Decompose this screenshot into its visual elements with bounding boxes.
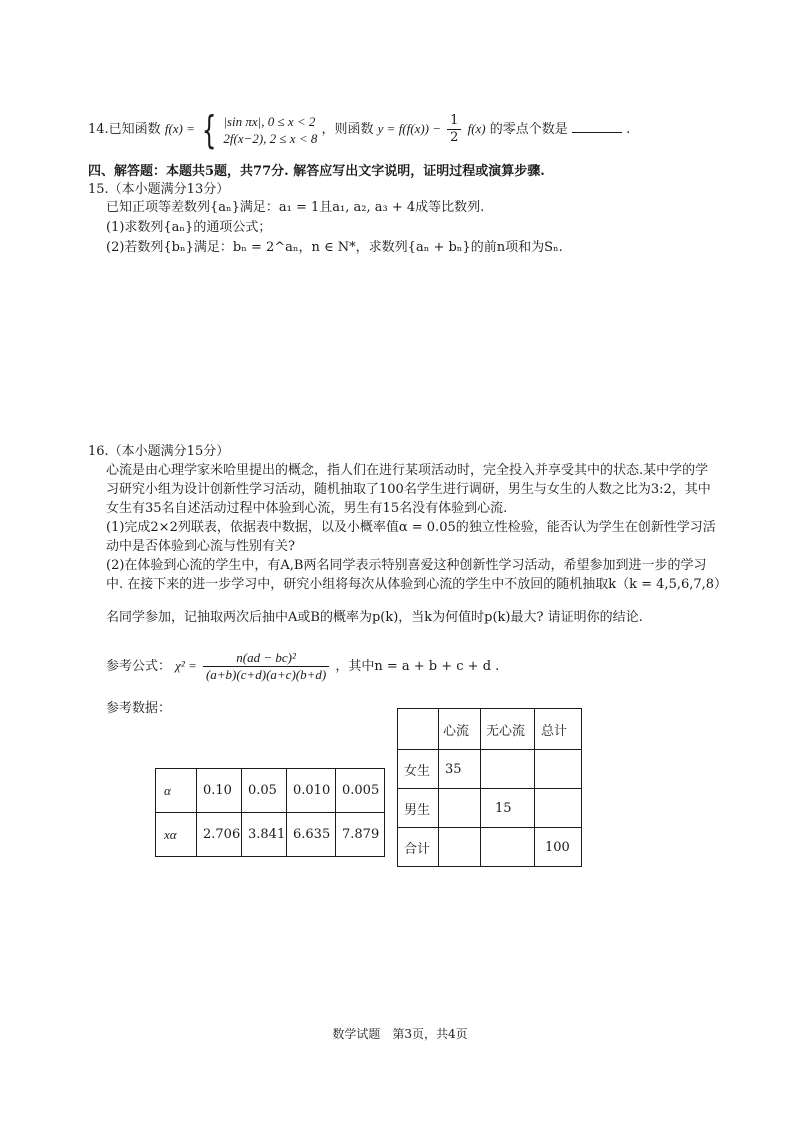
q16-para-7: 中. 在接下来的进一步学习中，研究小组将每次从体验到心流的学生中不放回的随机抽取k（k = 4,5,6,7,8） xyxy=(106,577,728,592)
section-4-heading: 四、解答题：本题共5题，共77分. 解答应写出文字说明，证明过程或演算步骤. xyxy=(88,164,545,179)
table-cell[interactable] xyxy=(439,828,481,867)
formula-numerator: n(ad − bc)² xyxy=(203,650,329,667)
formula-denominator: (a+b)(c+d)(a+c)(b+d) xyxy=(205,667,327,682)
q14-period: . xyxy=(626,122,631,137)
q14-frac-den: 2 xyxy=(450,130,459,145)
table-cell: 0.10 xyxy=(197,769,242,813)
row-header: 男生 xyxy=(398,789,439,828)
q14-fx: f(x) = xyxy=(164,121,195,136)
q14-case-2: 2f(x−2), 2 ≤ x < 8 xyxy=(223,130,318,146)
table-cell[interactable] xyxy=(535,789,582,828)
table-cell: 6.635 xyxy=(287,813,336,857)
table-cell[interactable] xyxy=(481,828,535,867)
table-row xyxy=(398,789,582,828)
q16-para-4: (1)完成2×2列联表，依据表中数据，以及小概率值α = 0.05的独立性检验，能否认为学生在创新性学习活 xyxy=(106,520,716,535)
row-header: 合计 xyxy=(398,828,439,867)
alpha-header: α xyxy=(156,769,197,813)
contingency-table xyxy=(397,708,582,867)
table-cell: 3.841 xyxy=(242,813,287,857)
table-cell[interactable] xyxy=(439,789,481,828)
row-header: 女生 xyxy=(398,750,439,789)
q14-prefix: 14.已知函数 xyxy=(88,122,161,137)
q16-para-1: 心流是由心理学家米哈里提出的概念，指人们在进行某项活动时，完全投入并享受其中的状态.某中学的学 xyxy=(106,463,709,478)
q16-header: 16.（本小题满分15分） xyxy=(88,444,230,459)
q15-part-1: (1)求数列{aₙ}的通项公式； xyxy=(106,220,272,235)
q15-header: 15.（本小题满分13分） xyxy=(88,182,230,197)
formula-tail: ，其中n = a + b + c + d . xyxy=(335,659,500,674)
column-header: 心流 xyxy=(439,709,481,750)
q16-para-6: (2)在体验到心流的学生中，有A,B两名同学表示特别喜爱这种创新性学习活动，希望参加到进一步的学习 xyxy=(106,558,707,573)
reference-data-label: 参考数据： xyxy=(106,701,172,716)
table-header-row xyxy=(398,709,582,750)
table-cell[interactable] xyxy=(535,750,582,789)
q14-expr-right: f(x) xyxy=(467,121,486,136)
q16-para-2: 习研究小组为设计创新性学习活动，随机抽取了100名学生进行调研，男生与女生的人数之比为3:2，其中 xyxy=(106,482,711,497)
q14-suffix: 的零点个数是 xyxy=(489,122,568,137)
table-cell: 0.005 xyxy=(336,769,385,813)
table-row xyxy=(156,813,385,857)
table-corner-cell xyxy=(398,709,439,750)
column-header: 无心流 xyxy=(481,709,535,750)
formula-label: 参考公式： xyxy=(106,659,172,674)
formula-lhs: χ² = xyxy=(175,658,197,673)
critical-value-table xyxy=(155,768,385,857)
table-cell[interactable]: 15 xyxy=(481,789,535,828)
table-row xyxy=(156,769,385,813)
q14-fraction xyxy=(447,113,461,146)
table-cell: 2.706 xyxy=(197,813,242,857)
q16-para-5: 动中是否体验到心流与性别有关? xyxy=(106,539,295,554)
table-cell[interactable] xyxy=(481,750,535,789)
x-alpha-header: xα xyxy=(156,813,197,857)
answer-blank[interactable] xyxy=(572,120,622,133)
q14-frac-num: 1 xyxy=(447,113,461,130)
q14-expr-left: y = f(f(x)) − xyxy=(377,121,442,136)
column-header: 总计 xyxy=(535,709,582,750)
piecewise-cases xyxy=(223,113,317,147)
page-footer: 数学试题 第3页，共4页 xyxy=(332,1027,468,1041)
table-cell: 0.010 xyxy=(287,769,336,813)
table-cell[interactable]: 35 xyxy=(439,750,481,789)
q14-mid: ，则函数 xyxy=(321,122,374,137)
table-cell: 0.05 xyxy=(242,769,287,813)
table-row xyxy=(398,750,582,789)
q16-para-8: 名同学参加，记抽取两次后抽中A或B的概率为p(k)，当k为何值时p(k)最大? 请证明你的结论. xyxy=(106,610,643,625)
q15-part-2: (2)若数列{bₙ}满足：bₙ = 2^aₙ，n ∈ N*，求数列{aₙ + bₙ}的前n项和为Sₙ. xyxy=(106,240,563,255)
question-14 xyxy=(88,107,631,152)
formula-fraction xyxy=(203,650,329,683)
q16-para-3: 女生有35名自述活动过程中体验到心流，男生有15名没有体验到心流. xyxy=(106,501,508,516)
left-brace-icon: { xyxy=(201,107,217,152)
table-cell[interactable]: 100 xyxy=(535,828,582,867)
reference-formula xyxy=(106,648,499,685)
q14-case-1: |sin πx|, 0 ≤ x < 2 xyxy=(223,113,316,129)
table-row xyxy=(398,828,582,867)
table-cell: 7.879 xyxy=(336,813,385,857)
q15-stem: 已知正项等差数列{aₙ}满足：a₁ = 1且a₁, a₂, a₃ + 4成等比数列. xyxy=(106,200,485,215)
